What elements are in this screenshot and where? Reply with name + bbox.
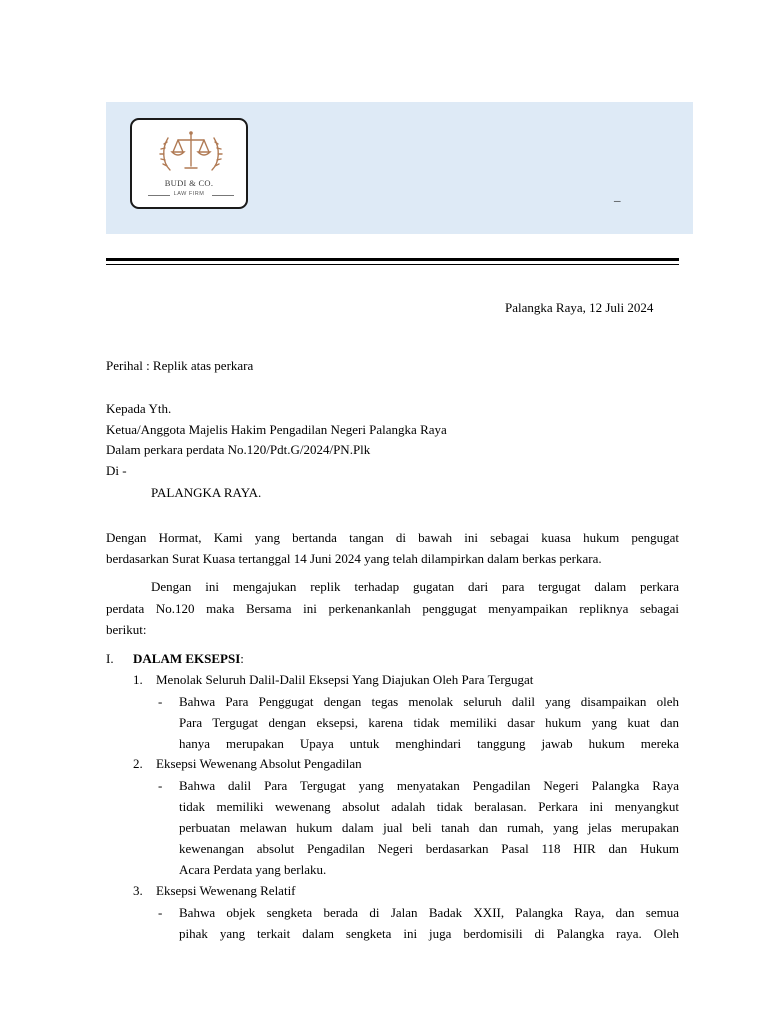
recipient-line: Ketua/Anggota Majelis Hakim Pengadilan Negeri Palangka Raya — [106, 422, 447, 437]
bullet-dash: - — [158, 905, 163, 920]
item-title: Eksepsi Wewenang Relatif — [156, 883, 296, 898]
letterhead-mark: _ — [614, 188, 621, 203]
firm-subtitle: LAW FIRM — [173, 191, 205, 197]
letterhead — [106, 102, 693, 234]
section-title: DALAM EKSEPSI — [133, 651, 241, 666]
bullet-dash: - — [158, 694, 163, 709]
item-number: 3. — [133, 883, 143, 898]
section-colon: : — [240, 651, 244, 666]
item-text-line: perbuatan melawan hukum dalam jual beli tanah dan rumah, yang jelas merupakan — [179, 820, 679, 835]
bullet-dash: - — [158, 778, 163, 793]
intro-line: berikut: — [106, 622, 147, 637]
item-text-line: Para Tergugat dengan eksepsi, karena tidak memiliki dasar hukum yang kuat dan — [179, 715, 679, 730]
recipient-line: Dalam perkara perdata No.120/Pdt.G/2024/PN.Plk — [106, 442, 371, 457]
item-text-line: kewenangan absolut Pengadilan Negeri berdasarkan Pasal 118 HIR dan Hukum — [179, 841, 679, 856]
recipient-line: Kepada Yth. — [106, 401, 172, 416]
opening-line: Dengan Hormat, Kami yang bertanda tangan di bawah ini sebagai kuasa hukum pengugat — [106, 530, 679, 545]
item-text-line: tidak memiliki wewenang absolut adalah tidak beralasan. Perkara ini menyangkut — [179, 799, 679, 814]
item-number: 1. — [133, 672, 143, 687]
item-text-line: Bahwa Para Penggugat dengan tegas menolak seluruh dalil yang disampaikan oleh — [179, 694, 679, 709]
item-text-line: hanya merupakan Upaya untuk menghindari tanggung jawab hukum mereka — [179, 736, 679, 751]
letter-date: Palangka Raya, 12 Juli 2024 — [505, 300, 654, 315]
item-title: Menolak Seluruh Dalil-Dalil Eksepsi Yang Diajukan Oleh Para Tergugat — [156, 672, 534, 687]
item-text-line: Bahwa dalil Para Tergugat yang menyatakan Pengadilan Negeri Palangka Raya — [179, 778, 679, 793]
item-title: Eksepsi Wewenang Absolut Pengadilan — [156, 756, 362, 771]
header-rule-thick — [106, 258, 679, 261]
item-text-line: pihak yang terkait dalam sengketa ini juga berdomisili di Palangka raya. Oleh — [179, 926, 679, 941]
intro-line: Dengan ini mengajukan replik terhadap gugatan dari para tergugat dalam perkara — [151, 579, 679, 594]
header-rule-thin — [106, 264, 679, 265]
law-firm-logo — [130, 118, 248, 209]
scales-of-justice-icon — [156, 128, 226, 176]
item-text-line: Acara Perdata yang berlaku. — [179, 862, 327, 877]
item-number: 2. — [133, 756, 143, 771]
firm-name: BUDI & CO. — [164, 178, 214, 188]
logo-divider-right — [212, 195, 234, 196]
opening-line: berdasarkan Surat Kuasa tertanggal 14 Juni 2024 yang telah dilampirkan dalam berkas perkara. — [106, 551, 602, 566]
section-number: I. — [106, 651, 114, 666]
recipient-line: Di - — [106, 463, 127, 478]
recipient-city: PALANGKA RAYA. — [151, 485, 262, 500]
section-heading — [133, 648, 244, 669]
intro-line: perdata No.120 maka Bersama ini perkenankanlah penggugat menyampaikan repliknya sebagai — [106, 601, 679, 616]
letter-subject: Perihal : Replik atas perkara — [106, 358, 254, 373]
item-text-line: Bahwa objek sengketa berada di Jalan Badak XXII, Palangka Raya, dan semua — [179, 905, 679, 920]
